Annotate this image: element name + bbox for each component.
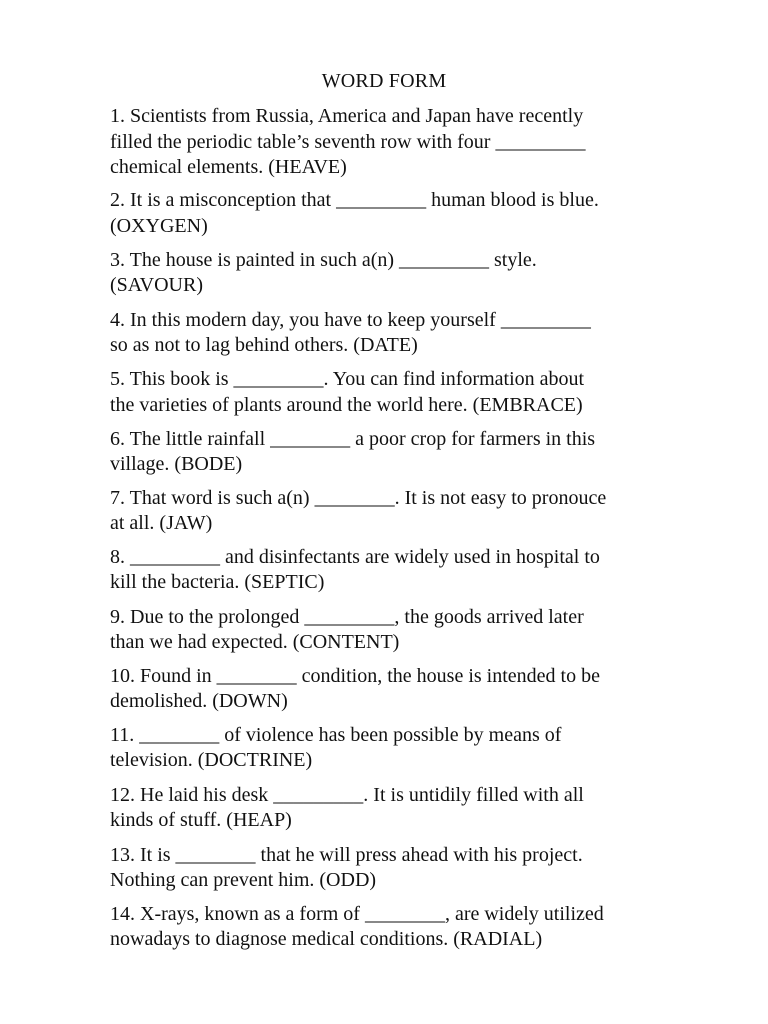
question-10-line-1: 10. Found in ________ condition, the house is intended to be <box>110 665 600 687</box>
question-13-line-1: 13. It is ________ that he will press ahead with his project. <box>110 844 583 866</box>
question-7-line-2: at all. (JAW) <box>110 512 213 534</box>
question-9-line-1: 9. Due to the prolonged _________, the goods arrived later <box>110 606 584 628</box>
question-14-line-1: 14. X-rays, known as a form of ________, are widely utilized <box>110 903 604 925</box>
question-13-line-2: Nothing can prevent him. (ODD) <box>110 869 377 891</box>
question-3-line-2: (SAVOUR) <box>110 274 203 296</box>
question-8-line-1: 8. _________ and disinfectants are widely used in hospital to <box>110 546 600 568</box>
page-title: WORD FORM <box>321 70 447 92</box>
question-7-line-1: 7. That word is such a(n) ________. It is not easy to pronouce <box>110 487 607 509</box>
question-2-line-1: 2. It is a misconception that _________ human blood is blue. <box>110 189 599 211</box>
question-8-line-2: kill the bacteria. (SEPTIC) <box>110 571 325 593</box>
question-12-line-1: 12. He laid his desk _________. It is untidily filled with all <box>110 784 584 806</box>
question-4-line-2: so as not to lag behind others. (DATE) <box>110 334 418 356</box>
question-1-line-1: 1. Scientists from Russia, America and Japan have recently <box>110 105 584 127</box>
question-11-line-1: 11. ________ of violence has been possible by means of <box>110 724 562 746</box>
question-3-line-1: 3. The house is painted in such a(n) _________ style. <box>110 249 537 271</box>
question-4-line-1: 4. In this modern day, you have to keep yourself _________ <box>110 309 591 331</box>
question-9-line-2: than we had expected. (CONTENT) <box>110 631 400 653</box>
question-14-line-2: nowadays to diagnose medical conditions. (RADIAL) <box>110 928 543 950</box>
question-1-line-3: chemical elements. (HEAVE) <box>110 156 347 178</box>
question-5-line-1: 5. This book is _________. You can find information about <box>110 368 585 390</box>
question-5-line-2: the varieties of plants around the world here. (EMBRACE) <box>110 394 583 416</box>
question-10-line-2: demolished. (DOWN) <box>110 690 288 712</box>
question-11-line-2: television. (DOCTRINE) <box>110 749 313 771</box>
question-6-line-2: village. (BODE) <box>110 453 243 475</box>
question-2-line-2: (OXYGEN) <box>110 215 208 237</box>
question-6-line-1: 6. The little rainfall ________ a poor crop for farmers in this <box>110 428 596 450</box>
question-1-line-2: filled the periodic table’s seventh row with four _________ <box>110 131 586 153</box>
question-12-line-2: kinds of stuff. (HEAP) <box>110 809 292 831</box>
